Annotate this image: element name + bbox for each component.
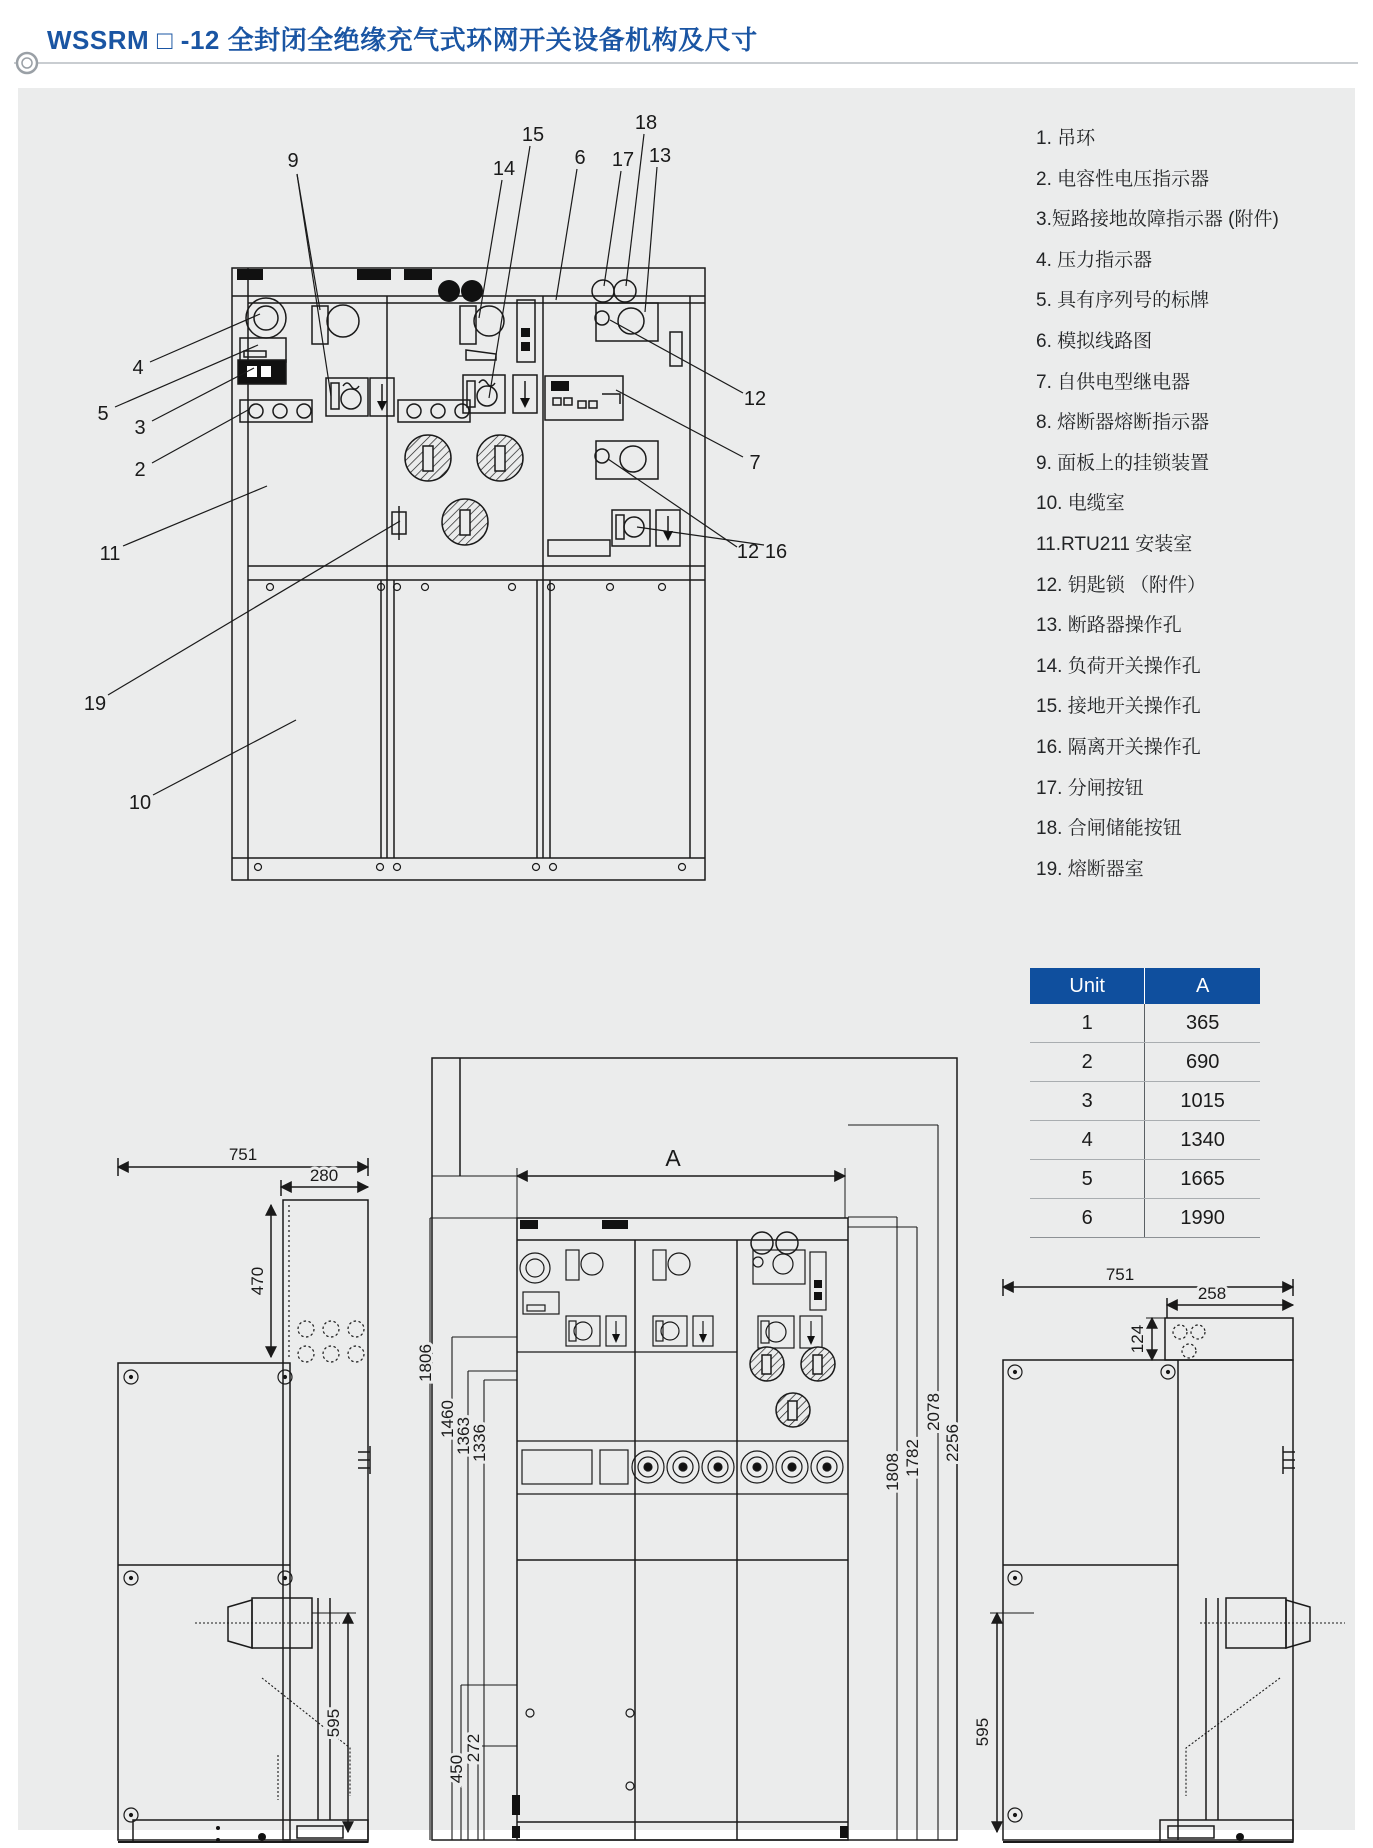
callout-label: 16 (764, 541, 788, 563)
dim-label: 595 (324, 1708, 343, 1738)
dim-label: 280 (309, 1166, 339, 1185)
legend-item: 6. 模拟线路图 (1036, 330, 1153, 352)
legend-item: 15. 接地开关操作孔 (1036, 696, 1201, 718)
a-cell: 365 (1145, 1004, 1260, 1043)
table-row (1030, 1043, 1260, 1082)
padlock-device (460, 306, 476, 344)
table-row (1030, 1004, 1260, 1043)
page-title: WSSRM □ -12 全封闭全绝缘充气式环网开关设备机构及尺寸 (47, 25, 758, 55)
dim-label: 1363 (454, 1417, 473, 1455)
fuse-canister (1186, 1598, 1345, 1820)
mini-fuse-ports (750, 1347, 835, 1427)
top-marks (237, 269, 483, 302)
left-bay (238, 298, 394, 422)
callout-label: 12 (736, 541, 760, 563)
mini-bay-components (517, 1250, 826, 1352)
parts-legend (1036, 119, 1356, 890)
table-row (1030, 1082, 1260, 1121)
front-view-figure (232, 268, 705, 880)
side-view-right-figure (990, 1279, 1345, 1842)
a-cell: 1015 (1145, 1082, 1260, 1121)
dim-label: 595 (973, 1717, 992, 1747)
callout-label: 6 (574, 147, 586, 169)
callout-label: 13 (648, 145, 672, 167)
dim-label: 2256 (943, 1424, 962, 1462)
callout-label: 2 (134, 459, 146, 481)
key-lock[interactable] (595, 449, 609, 463)
callout-label: 17 (611, 149, 635, 171)
dim-label: 450 (447, 1754, 466, 1784)
a-cell: 1990 (1145, 1199, 1260, 1238)
dim-label: 1336 (470, 1424, 489, 1462)
trip-button[interactable] (592, 280, 614, 302)
legend-item: 12. 钥匙锁 （附件） (1036, 574, 1206, 596)
dim-label: A (665, 1145, 681, 1171)
lower-screws (526, 1709, 634, 1790)
legend-item: 18. 合闸储能按钮 (1036, 818, 1182, 840)
header-rule (14, 53, 1358, 73)
dim-label: 1782 (903, 1439, 922, 1477)
dim-label: 751 (228, 1145, 258, 1164)
voltage-indicator (398, 400, 470, 422)
side-view-left-figure (118, 1158, 370, 1842)
fuse-ports (392, 435, 523, 545)
screws (1008, 1365, 1175, 1822)
a-cell: 690 (1145, 1043, 1260, 1082)
legend-item: 2. 电容性电压指示器 (1036, 168, 1210, 190)
screws (255, 584, 686, 871)
legend-item: 8. 熔断器熔断指示器 (1036, 412, 1210, 434)
legend-item: 4. 压力指示器 (1036, 249, 1153, 271)
col-header-a: A (1145, 968, 1260, 1004)
unit-cell: 4 (1030, 1121, 1145, 1160)
unit-cell: 5 (1030, 1160, 1145, 1199)
close-button[interactable] (614, 280, 636, 302)
dim-label: 1806 (416, 1344, 435, 1382)
dim-label: 124 (1128, 1324, 1147, 1354)
dim-label: 258 (1197, 1284, 1227, 1303)
a-cell: 1340 (1145, 1121, 1260, 1160)
screws (124, 1370, 292, 1822)
callout-label: 4 (132, 357, 144, 379)
legend-item: 7. 自供电型继电器 (1036, 371, 1191, 393)
dim-label: 1808 (883, 1453, 902, 1491)
right-bay (545, 303, 682, 556)
callout-label: 5 (97, 403, 109, 425)
legend-item: 11.RTU211 安装室 (1036, 533, 1193, 555)
legend-item: 10. 电缆室 (1036, 493, 1125, 515)
callout-label: 14 (492, 158, 516, 180)
cable-bushings (517, 1441, 848, 1494)
legend-item: 14. 负荷开关操作孔 (1036, 655, 1201, 677)
legend-item: 5. 具有序列号的标牌 (1036, 290, 1210, 312)
unit-size-table (1030, 968, 1260, 1238)
dim-label: 751 (1105, 1265, 1135, 1284)
callout-label: 7 (749, 452, 761, 474)
legend-item: 9. 面板上的挂锁装置 (1036, 452, 1210, 474)
table-row (1030, 1121, 1260, 1160)
gland-holes (1173, 1325, 1205, 1358)
a-cell: 1665 (1145, 1160, 1260, 1199)
unit-cell: 6 (1030, 1199, 1145, 1238)
legend-item: 16. 隔离开关操作孔 (1036, 736, 1201, 758)
gland-holes (298, 1321, 364, 1362)
voltage-indicator (240, 400, 312, 422)
callout-label: 12 (743, 388, 767, 410)
unit-cell: 1 (1030, 1004, 1145, 1043)
callout-label: 15 (521, 124, 545, 146)
unit-cell: 3 (1030, 1082, 1145, 1121)
legend-item: 13. 断路器操作孔 (1036, 615, 1182, 637)
table-row (1030, 1160, 1260, 1199)
dim-label: 2078 (924, 1393, 943, 1431)
dim-label: 272 (464, 1733, 483, 1763)
callout-label: 19 (83, 693, 107, 715)
col-header-unit: Unit (1030, 968, 1145, 1004)
key-lock[interactable] (595, 311, 609, 325)
legend-item: 3.短路接地故障指示器 (附件) (1036, 209, 1279, 231)
table-header-row (1030, 968, 1260, 1004)
callout-label: 18 (634, 112, 658, 134)
callout-label: 9 (287, 150, 299, 172)
unit-cell: 2 (1030, 1043, 1145, 1082)
middle-bay (398, 300, 537, 422)
legend-item: 1. 吊环 (1036, 128, 1096, 149)
table-row (1030, 1199, 1260, 1238)
callout-label: 3 (134, 417, 146, 439)
front-view-dimension-figure (430, 1058, 957, 1840)
dim-label: 1460 (438, 1400, 457, 1438)
dim-label: 470 (248, 1266, 267, 1296)
callout-label: 11 (99, 543, 121, 565)
legend-item: 17. 分闸按钮 (1036, 777, 1144, 799)
legend-item: 19. 熔断器室 (1036, 858, 1144, 880)
callout-label: 10 (128, 792, 152, 814)
